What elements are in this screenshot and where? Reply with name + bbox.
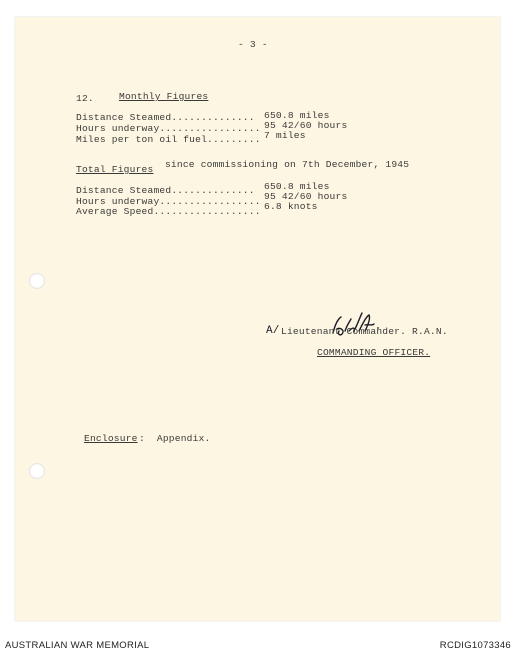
totals-heading-suffix: since commissioning on 7th December, 1945 [159, 159, 410, 170]
total-hours-value: 95 42/60 hours [264, 191, 348, 202]
monthly-fuel-value: 7 miles [264, 130, 306, 141]
page-number: - 3 - [238, 39, 268, 50]
signatory-title: COMMANDING OFFICER. [317, 347, 431, 358]
total-speed-value: 6.8 knots [264, 201, 318, 212]
total-distance-value: 650.8 miles [264, 181, 330, 192]
punch-hole [29, 273, 45, 289]
section-heading: Monthly Figures [119, 91, 209, 102]
punch-hole [29, 463, 45, 479]
monthly-distance-label: Distance Steamed.............. [76, 112, 255, 123]
total-speed-label: Average Speed.................. [76, 206, 261, 217]
totals-heading: Total Figures [76, 164, 154, 175]
monthly-hours-label: Hours underway................. [76, 123, 261, 134]
footer-source: AUSTRALIAN WAR MEMORIAL [5, 640, 150, 651]
total-hours-label: Hours underway................. [76, 196, 261, 207]
acting-mark: A/ [266, 325, 280, 337]
total-distance-label: Distance Steamed.............. [76, 185, 255, 196]
document-page [15, 17, 500, 621]
footer-record-id: RCDIG1073346 [439, 640, 511, 651]
monthly-fuel-label: Miles per ton oil fuel......... [76, 134, 261, 145]
enclosure-label: Enclosure [84, 433, 138, 444]
section-index: 12. [76, 93, 94, 104]
enclosure-text: : Appendix. [139, 433, 211, 444]
monthly-distance-value: 650.8 miles [264, 110, 330, 121]
monthly-hours-value: 95 42/60 hours [264, 120, 348, 131]
signatory-rank: Lieutenant Commander. R.A.N. [281, 326, 448, 337]
